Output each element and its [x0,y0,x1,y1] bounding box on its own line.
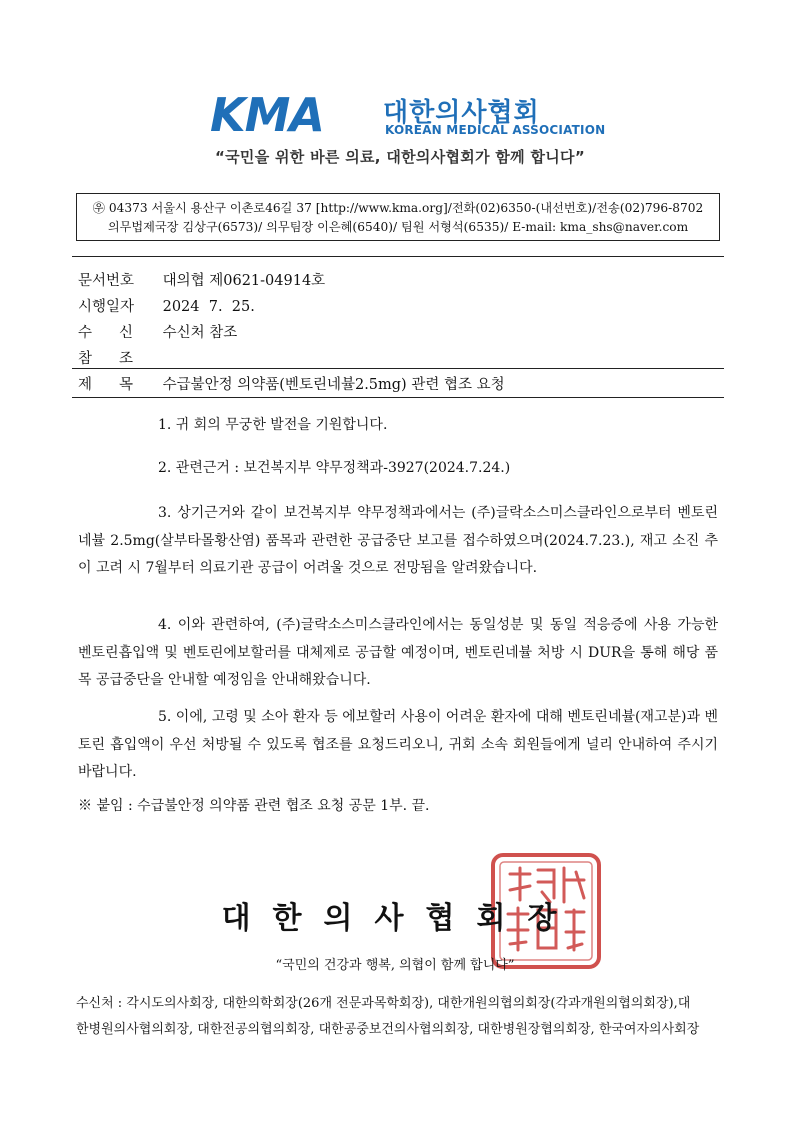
org-name-korean: 대한의사협회 [383,98,540,128]
date-label: 시행일자 [78,299,135,315]
recipients-line-2: 한병원의사협의회장, 대한전공의협의회장, 대한공중보건의사협의회장, 대한병원장협의회장, 한국여자의사회장 [76,1022,700,1037]
attachment-note: ※ 붙임 : 수급불안정 의약품 관련 협조 요청 공문 1부. 끝. [78,798,430,814]
recipient-label: 수신 [78,325,161,341]
paragraph-5: 5. 이에, 고령 및 소아 환자 등 에보할러 사용이 어려운 환자에 대해 벤토린네뷸(재고분)과 벤토린 흡입액이 우선 처방될 수 있도록 협조를 요청드리오니, 귀회 소속 회원들에게 널리 안내하여 주시기 바랍니다. [78,709,718,780]
org-name-english: KOREAN MEDICAL ASSOCIATION [385,123,606,137]
recipient-value: 수신처 참조 [162,325,238,341]
paragraph-3: 3. 상기근거와 같이 보건복지부 약무정책과에서는 (주)글락소스미스클라인으로부터 벤토린네뷸 2.5mg(살부타몰황산염) 품목과 관련한 공급중단 보고를 접수하였으며(2024.7.23.), 재고 소진 추이 고려 시 7월부터 의료기관 공급이 어려울 것으로 전망됨을 알려왔습니다. [78,505,718,576]
paragraph-4: 4. 이와 관련하여, (주)글락소스미스클라인에서는 동일성분 및 동일 적응증에 사용 가능한 벤토린흡입액 및 벤토린에보할러를 대체제로 공급할 예정이며, 벤토린네뷸 처방 시 DUR을 통해 해당 품목 공급중단을 안내할 예정임을 안내해왔습니다. [78,617,718,688]
logo-mark: KMA [210,88,325,142]
reference-label: 참조 [78,351,161,367]
date-value: 2024 7. 25. [162,299,255,315]
date-row [78,295,255,316]
recipients-line-1: 수신처 : 각시도의사회장, 대한의학회장(26개 전문과목학회장), 대한개원의협의회장(각과개원의협의회장),대 [76,996,691,1011]
doc-number-row [78,269,325,290]
reference-row [78,347,163,368]
address-box [76,193,720,241]
divider-top [72,256,724,257]
divider-middle [72,368,724,369]
signatory-title: 대한의사협회장 [221,901,579,936]
motto: “국민의 건강과 행복, 의협이 함께 합니다” [275,958,515,973]
address-line-2: 의무법제국장 김상구(6573)/ 의무팀장 이은혜(6540)/ 팀원 서형석(6535)/ E-mail: kma_shs@naver.com [107,220,689,234]
divider-bottom [72,397,724,398]
paragraph-1: 1. 귀 회의 무궁한 발전을 기원합니다. [158,417,388,433]
subject-row [78,373,505,394]
paragraph-2: 2. 관련근거 : 보건복지부 약무정책과-3927(2024.7.24.) [158,460,511,476]
address-line-1: ㉾ 04373 서울시 용산구 이촌로46길 37 [http://www.kma.org]/전화(02)6350-(내선번호)/전송(02)796-8702 [92,201,704,215]
subject-value: 수급불안정 의약품(벤토린네뷸2.5mg) 관련 협조 요청 [162,377,505,393]
subject-label: 제목 [78,377,161,393]
slogan: “국민을 위한 바른 의료, 대한의사협회가 함께 합니다” [214,148,586,166]
doc-number: 대의협 제0621-04914호 [162,273,326,289]
recipient-row [78,321,237,342]
doc-number-label: 문서번호 [78,273,135,289]
